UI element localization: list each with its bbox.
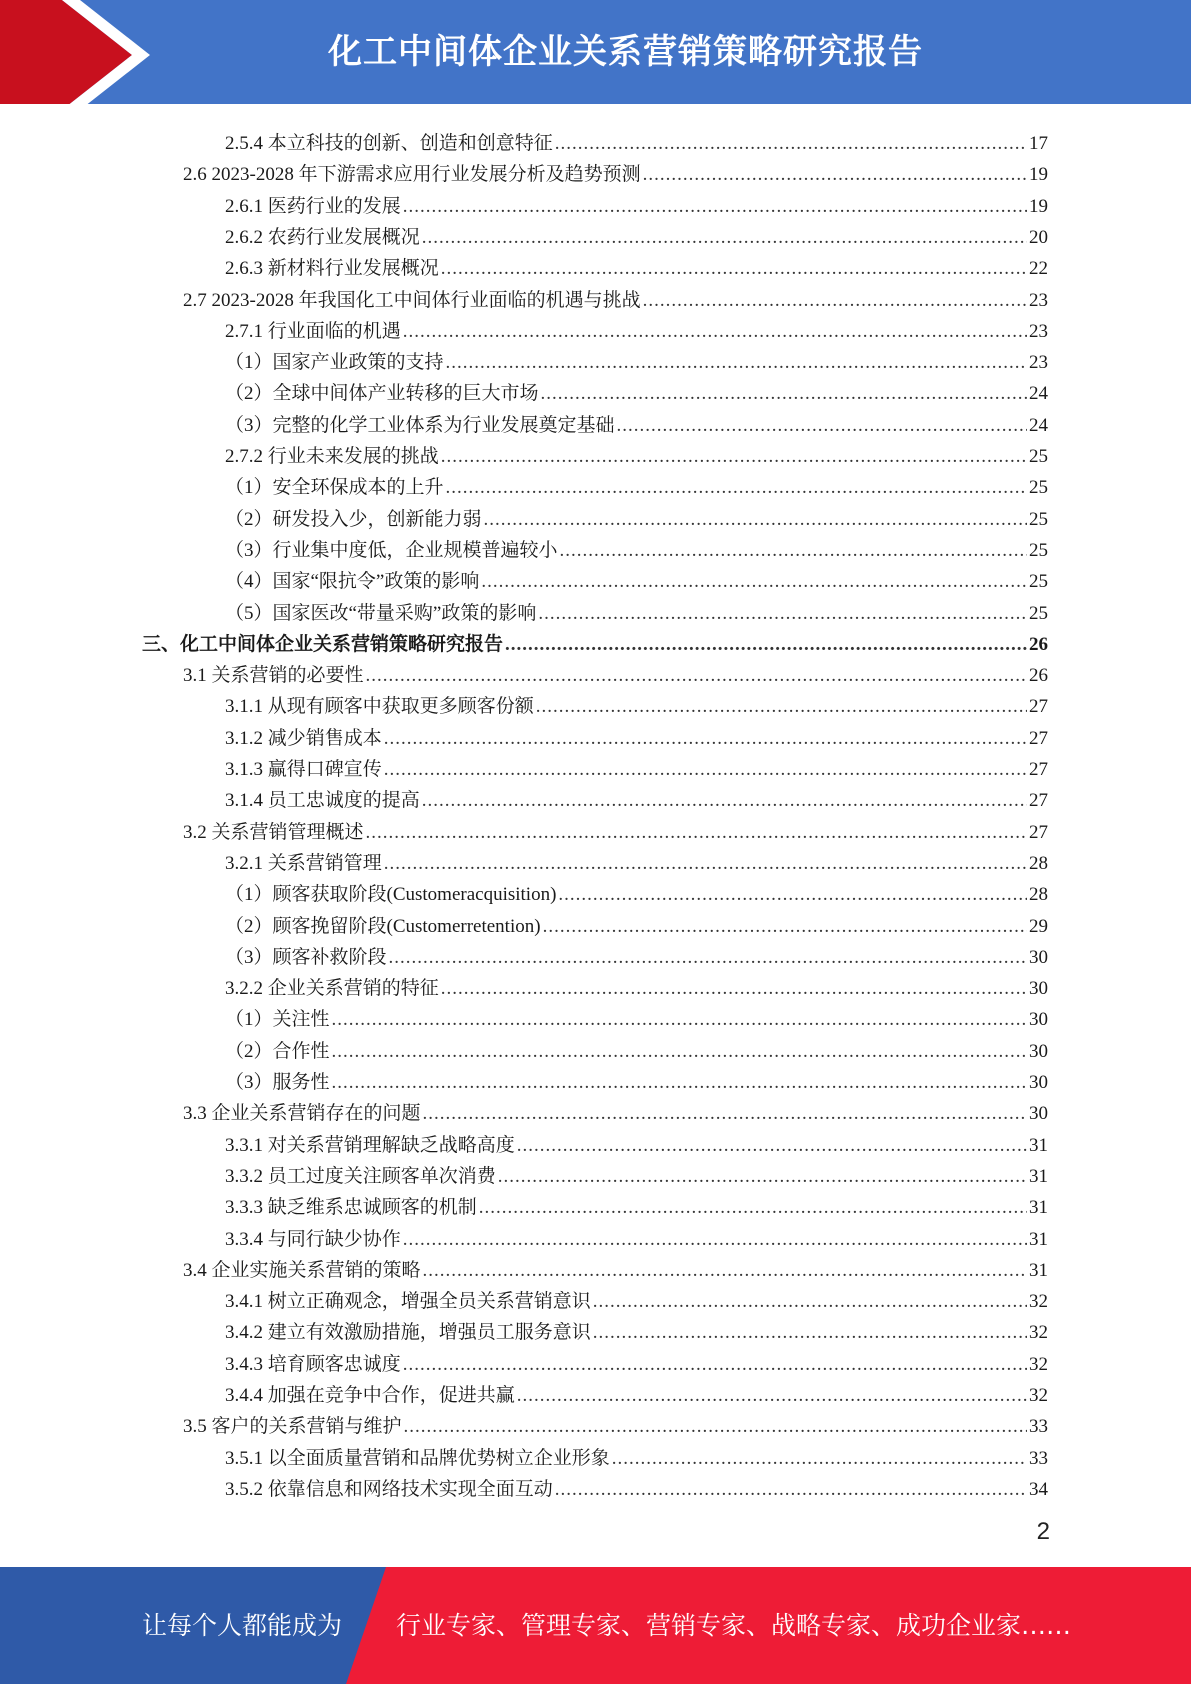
toc-entry[interactable] — [225, 1349, 1048, 1380]
toc-entry[interactable] — [225, 848, 1048, 879]
toc-entry[interactable] — [225, 1004, 1048, 1035]
toc-entry-page: 20 — [1029, 226, 1048, 248]
toc-entry[interactable] — [225, 1192, 1048, 1223]
toc-dot-leader — [332, 1067, 1027, 1098]
toc-entry[interactable] — [183, 1411, 1048, 1442]
toc-dot-leader — [555, 1474, 1027, 1505]
toc-entry[interactable] — [225, 535, 1048, 566]
toc-entry-page: 31 — [1029, 1165, 1048, 1187]
toc-dot-leader — [384, 754, 1027, 785]
toc-entry-label: 3.3.1 对关系营销理解缺乏战略高度 — [225, 1134, 515, 1156]
toc-dot-leader — [423, 1255, 1027, 1286]
toc-dot-leader — [541, 378, 1027, 409]
toc-entry-label: （3）服务性 — [225, 1072, 330, 1093]
toc-entry-page: 29 — [1029, 915, 1048, 937]
toc-entry-label: 3.4 企业实施关系营销的策略 — [183, 1259, 421, 1281]
toc-entry-label: 2.6 2023-2028 年下游需求应用行业发展分析及趋势预测 — [183, 164, 641, 186]
toc-dot-leader — [560, 535, 1027, 566]
toc-entry-page: 24 — [1029, 383, 1048, 405]
toc-entry-page: 31 — [1029, 1259, 1048, 1281]
toc-dot-leader — [484, 504, 1027, 535]
toc-dot-leader — [517, 1380, 1027, 1411]
header-bottom-stripe — [0, 104, 1191, 110]
toc-entry[interactable] — [225, 973, 1048, 1004]
toc-dot-leader — [441, 973, 1027, 1004]
toc-dot-leader — [517, 1130, 1027, 1161]
toc-dot-leader — [441, 441, 1027, 472]
toc-entry[interactable] — [225, 566, 1048, 597]
toc-entry[interactable] — [225, 191, 1048, 222]
toc-entry[interactable] — [225, 723, 1048, 754]
toc-entry-label: 3.2 关系营销管理概述 — [183, 821, 364, 843]
toc-entry-label: 3.3.4 与同行缺少协作 — [225, 1228, 401, 1250]
toc-entry[interactable] — [225, 598, 1048, 629]
toc-entry-label: （5）国家医改“带量采购”政策的影响 — [225, 602, 537, 624]
toc-dot-leader — [479, 1192, 1027, 1223]
toc-entry-page: 25 — [1029, 539, 1048, 561]
toc-entry[interactable] — [225, 1130, 1048, 1161]
toc-dot-leader — [593, 1286, 1027, 1317]
toc-entry[interactable] — [225, 347, 1048, 378]
toc-dot-leader — [446, 347, 1027, 378]
toc-entry[interactable] — [142, 629, 1048, 660]
toc-entry[interactable] — [225, 128, 1048, 159]
toc-entry[interactable] — [225, 504, 1048, 535]
toc-dot-leader — [422, 785, 1027, 816]
toc-entry-label: （3）完整的化学工业体系为行业发展奠定基础 — [225, 414, 615, 436]
toc-entry-page: 23 — [1029, 320, 1048, 342]
toc-dot-leader — [366, 660, 1027, 691]
toc-entry[interactable] — [183, 660, 1048, 691]
toc-dot-leader — [481, 566, 1027, 597]
toc-dot-leader — [403, 1224, 1027, 1255]
toc-entry-label: 2.7.2 行业未来发展的挑战 — [225, 446, 439, 467]
toc-entry-label: 3.3.2 员工过度关注顾客单次消费 — [225, 1165, 496, 1187]
toc-entry-label: （4）国家“限抗令”政策的影响 — [225, 571, 480, 593]
toc-entry-label: 三、化工中间体企业关系营销策略研究报告 — [142, 633, 504, 655]
toc-entry[interactable] — [225, 253, 1048, 284]
toc-entry[interactable] — [183, 159, 1048, 190]
toc-entry[interactable] — [225, 911, 1048, 942]
footer-slogan-right: 行业专家、管理专家、营销专家、战略专家、成功企业家…… — [396, 1611, 1072, 1640]
toc-entry-label: （2）顾客挽留阶段(Customerretention) — [225, 915, 541, 937]
toc-entry-label: 3.1.1 从现有顾客中获取更多顾客份额 — [225, 696, 534, 718]
toc-entry[interactable] — [225, 942, 1048, 973]
toc-dot-leader — [498, 1161, 1027, 1192]
toc-entry-label: （2）全球中间体产业转移的巨大市场 — [225, 383, 539, 405]
toc-entry-page: 30 — [1029, 1009, 1048, 1031]
toc-entry[interactable] — [225, 1224, 1048, 1255]
toc-dot-leader — [543, 911, 1027, 942]
toc-entry-page: 25 — [1029, 602, 1048, 624]
toc-entry-label: 3.1 关系营销的必要性 — [183, 665, 364, 687]
toc-entry-label: （1）关注性 — [225, 1009, 330, 1031]
toc-entry[interactable] — [225, 441, 1048, 472]
toc-entry-label: 3.5.1 以全面质量营销和品牌优势树立企业形象 — [225, 1447, 610, 1469]
toc-entry-page: 25 — [1029, 477, 1048, 499]
toc-dot-leader — [505, 629, 1027, 660]
toc-entry-page: 25 — [1029, 571, 1048, 593]
toc-entry-page: 28 — [1029, 884, 1048, 906]
page-header — [0, 0, 1191, 110]
toc-dot-leader — [384, 848, 1027, 879]
toc-entry-page: 27 — [1029, 727, 1048, 749]
toc-dot-leader — [555, 128, 1027, 159]
toc-dot-leader — [643, 159, 1027, 190]
toc-entry[interactable] — [225, 222, 1048, 253]
toc-entry-label: 2.7.1 行业面临的机遇 — [225, 320, 401, 342]
toc-entry-label: （1）国家产业政策的支持 — [225, 352, 444, 374]
toc-entry-label: 3.4.2 建立有效激励措施，增强员工服务意识 — [225, 1322, 591, 1344]
toc-entry-label: 3.2.2 企业关系营销的特征 — [225, 978, 439, 1000]
toc-entry-page: 26 — [1029, 665, 1048, 687]
toc-entry-page: 31 — [1029, 1134, 1048, 1156]
toc-entry-label: 3.5 客户的关系营销与维护 — [183, 1416, 402, 1438]
toc-entry[interactable] — [225, 1286, 1048, 1317]
toc-entry-page: 30 — [1029, 946, 1048, 968]
toc-entry-page: 17 — [1029, 133, 1048, 154]
toc-entry[interactable] — [183, 1255, 1048, 1286]
toc-entry[interactable] — [183, 285, 1048, 316]
toc-entry-page: 28 — [1029, 852, 1048, 874]
toc-dot-leader — [384, 723, 1027, 754]
toc-dot-leader — [403, 316, 1027, 347]
toc-entry-label: 2.6.1 医药行业的发展 — [225, 195, 401, 217]
toc-dot-leader — [441, 253, 1027, 284]
toc-dot-leader — [403, 1349, 1027, 1380]
toc-entry-label: 3.4.4 加强在竞争中合作，促进共赢 — [225, 1385, 515, 1406]
toc-entry-page: 32 — [1029, 1291, 1048, 1313]
toc-dot-leader — [332, 1004, 1027, 1035]
toc-entry[interactable] — [225, 1036, 1048, 1067]
toc-entry-label: （2）研发投入少，创新能力弱 — [225, 508, 482, 530]
toc-entry[interactable] — [225, 1317, 1048, 1348]
toc-entry-page: 32 — [1029, 1353, 1048, 1375]
toc-entry-page: 33 — [1029, 1416, 1048, 1438]
page-number: 2 — [1036, 1518, 1050, 1545]
toc-entry-page: 27 — [1029, 790, 1048, 812]
footer-slogan-left: 让每个人都能成为 — [142, 1611, 343, 1640]
toc-entry-page: 19 — [1029, 164, 1048, 186]
toc-entry-page: 26 — [1029, 633, 1048, 655]
toc-dot-leader — [366, 817, 1027, 848]
toc-entry-label: 3.1.3 赢得口碑宣传 — [225, 759, 382, 780]
toc-entry-label: 2.7 2023-2028 年我国化工中间体行业面临的机遇与挑战 — [183, 289, 641, 311]
toc-entry-label: 3.1.2 减少销售成本 — [225, 727, 382, 749]
toc-dot-leader — [536, 691, 1027, 722]
toc-entry[interactable] — [225, 410, 1048, 441]
toc-entry-label: （2）合作性 — [225, 1040, 330, 1062]
toc-dot-leader — [643, 285, 1027, 316]
toc-entry[interactable] — [225, 472, 1048, 503]
toc-entry-page: 23 — [1029, 352, 1048, 374]
toc-entry-page: 34 — [1029, 1478, 1048, 1500]
toc-dot-leader — [422, 222, 1027, 253]
toc-entry[interactable] — [225, 378, 1048, 409]
toc-dot-leader — [593, 1317, 1027, 1348]
toc-entry-label: 3.3.3 缺乏维系忠诚顾客的机制 — [225, 1197, 477, 1219]
toc-entry-label: （1）顾客获取阶段(Customeracquisition) — [225, 884, 557, 906]
toc-entry-page: 27 — [1029, 696, 1048, 718]
toc-entry-label: 3.1.4 员工忠诚度的提高 — [225, 790, 420, 812]
toc-entry-page: 27 — [1029, 821, 1048, 843]
toc-dot-leader — [404, 1411, 1027, 1442]
page-footer — [0, 1567, 1191, 1684]
toc-entry[interactable] — [225, 316, 1048, 347]
toc-entry[interactable] — [225, 1474, 1048, 1505]
toc-entry-page: 27 — [1029, 759, 1048, 780]
toc-entry-page: 31 — [1029, 1228, 1048, 1250]
toc-dot-leader — [612, 1443, 1027, 1474]
toc-entry-label: 3.4.3 培育顾客忠诚度 — [225, 1353, 401, 1375]
toc-entry-label: 2.6.3 新材料行业发展概况 — [225, 258, 439, 280]
toc-entry[interactable] — [225, 1443, 1048, 1474]
toc-entry-page: 33 — [1029, 1447, 1048, 1469]
toc-dot-leader — [332, 1036, 1027, 1067]
toc-dot-leader — [423, 1098, 1027, 1129]
toc-entry-label: （1）安全环保成本的上升 — [225, 477, 444, 499]
toc-entry-page: 32 — [1029, 1385, 1048, 1406]
toc-entry[interactable] — [183, 817, 1048, 848]
toc-entry-label: 3.2.1 关系营销管理 — [225, 852, 382, 874]
toc-entry[interactable] — [183, 1098, 1048, 1129]
toc-entry-page: 25 — [1029, 446, 1048, 467]
toc-entry[interactable] — [225, 1161, 1048, 1192]
toc-entry-label: 2.6.2 农药行业发展概况 — [225, 226, 420, 248]
toc-dot-leader — [558, 879, 1027, 910]
toc-entry[interactable] — [225, 1067, 1048, 1098]
toc-entry[interactable] — [225, 785, 1048, 816]
header-title: 化工中间体企业关系营销策略研究报告 — [328, 32, 923, 72]
toc-entry-page: 23 — [1029, 289, 1048, 311]
toc-entry-page: 25 — [1029, 508, 1048, 530]
toc-entry-page: 30 — [1029, 1072, 1048, 1093]
toc-dot-leader — [617, 410, 1027, 441]
toc-dot-leader — [446, 472, 1027, 503]
toc-entry[interactable] — [225, 691, 1048, 722]
toc-entry-label: 3.5.2 依靠信息和网络技术实现全面互动 — [225, 1478, 553, 1500]
toc-entry-label: 2.5.4 本立科技的创新、创造和创意特征 — [225, 133, 553, 154]
toc-entry-page: 24 — [1029, 414, 1048, 436]
toc-entry-label: 3.4.1 树立正确观念，增强全员关系营销意识 — [225, 1291, 591, 1313]
toc-entry-label: （3）顾客补救阶段 — [225, 946, 387, 968]
toc-entry[interactable] — [225, 754, 1048, 785]
toc-entry-page: 19 — [1029, 195, 1048, 217]
toc-entry-page: 32 — [1029, 1322, 1048, 1344]
toc-entry-page: 30 — [1029, 1103, 1048, 1125]
toc-entry-page: 30 — [1029, 1040, 1048, 1062]
toc-entry-label: （3）行业集中度低，企业规模普遍较小 — [225, 539, 558, 561]
toc-entry[interactable] — [225, 1380, 1048, 1411]
toc-dot-leader — [538, 598, 1027, 629]
toc-entry-page: 31 — [1029, 1197, 1048, 1219]
toc-entry-page: 30 — [1029, 978, 1048, 1000]
toc-dot-leader — [403, 191, 1027, 222]
toc-entry-page: 22 — [1029, 258, 1048, 280]
toc-dot-leader — [389, 942, 1027, 973]
toc-entry[interactable] — [225, 879, 1048, 910]
toc-entry-label: 3.3 企业关系营销存在的问题 — [183, 1103, 421, 1125]
